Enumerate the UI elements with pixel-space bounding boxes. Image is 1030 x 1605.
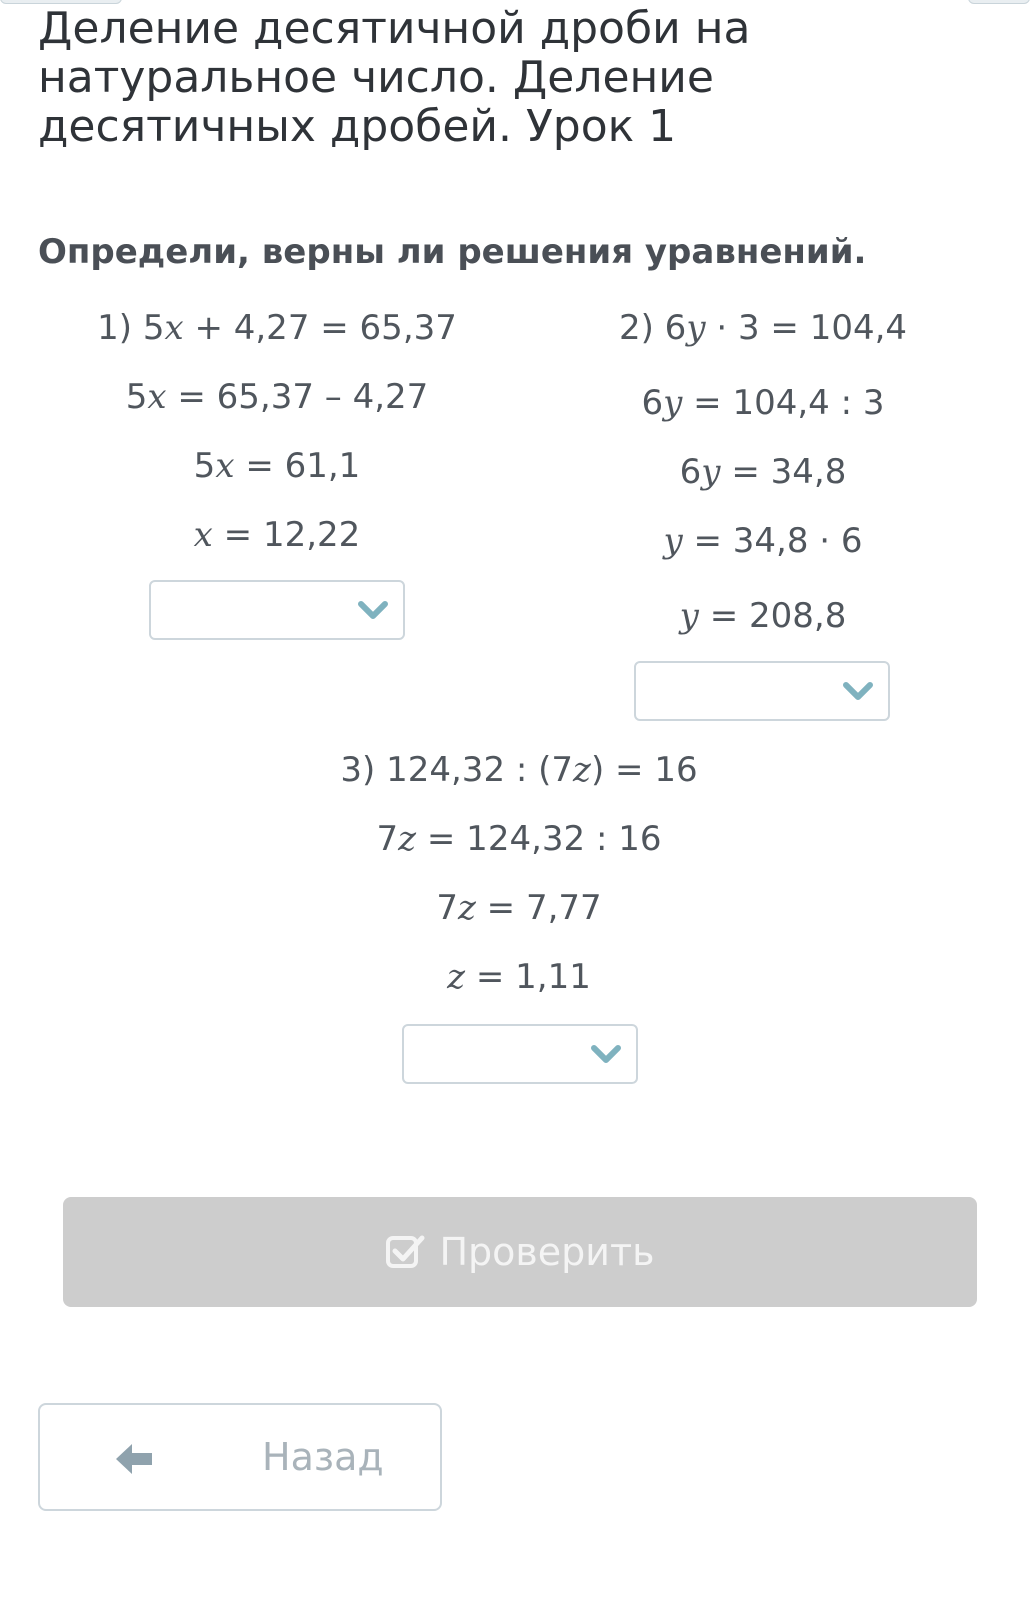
eq3-line-2: 7z = 124,32 : 16 [376,819,662,859]
back-button-label: Назад [262,1435,384,1479]
eq2-line-1: 2) 6y · 3 = 104,4 [618,308,908,348]
eq2-line-2: 6y = 104,4 : 3 [641,383,885,423]
check-button-label: Проверить [439,1230,655,1274]
eq3-line-4: z = 1,11 [447,957,591,997]
answer-dropdown-1[interactable] [149,580,405,640]
eq3-line-1: 3) 124,32 : (7z) = 16 [340,750,698,790]
eq1-line-2: 5x = 65,37 – 4,27 [125,377,429,417]
eq2-line-5: y = 208,8 [679,596,847,636]
answer-dropdown-3[interactable] [402,1024,638,1084]
arrow-left-icon [114,1441,154,1477]
check-button[interactable] [63,1197,977,1307]
chevron-down-icon [590,1040,622,1070]
eq1-line-3: 5x = 61,1 [193,446,361,486]
eq1-line-1: 1) 5x + 4,27 = 65,37 [97,308,457,348]
page-title: Деление десятичной дроби на натуральное число. Деление десятичных дробей. Урок 1 [38,3,751,152]
back-button[interactable] [38,1403,442,1511]
checkbox-check-icon [385,1233,425,1271]
eq2-line-4: y = 34,8 · 6 [663,521,863,561]
chevron-down-icon [357,596,389,626]
chevron-down-icon [842,677,874,707]
eq2-line-3: 6y = 34,8 [679,452,847,492]
answer-dropdown-2[interactable] [634,661,890,721]
task-question: Определи, верны ли решения уравнений. [38,232,867,272]
eq3-line-3: 7z = 7,77 [436,888,602,928]
eq1-line-4: x = 12,22 [193,515,361,555]
